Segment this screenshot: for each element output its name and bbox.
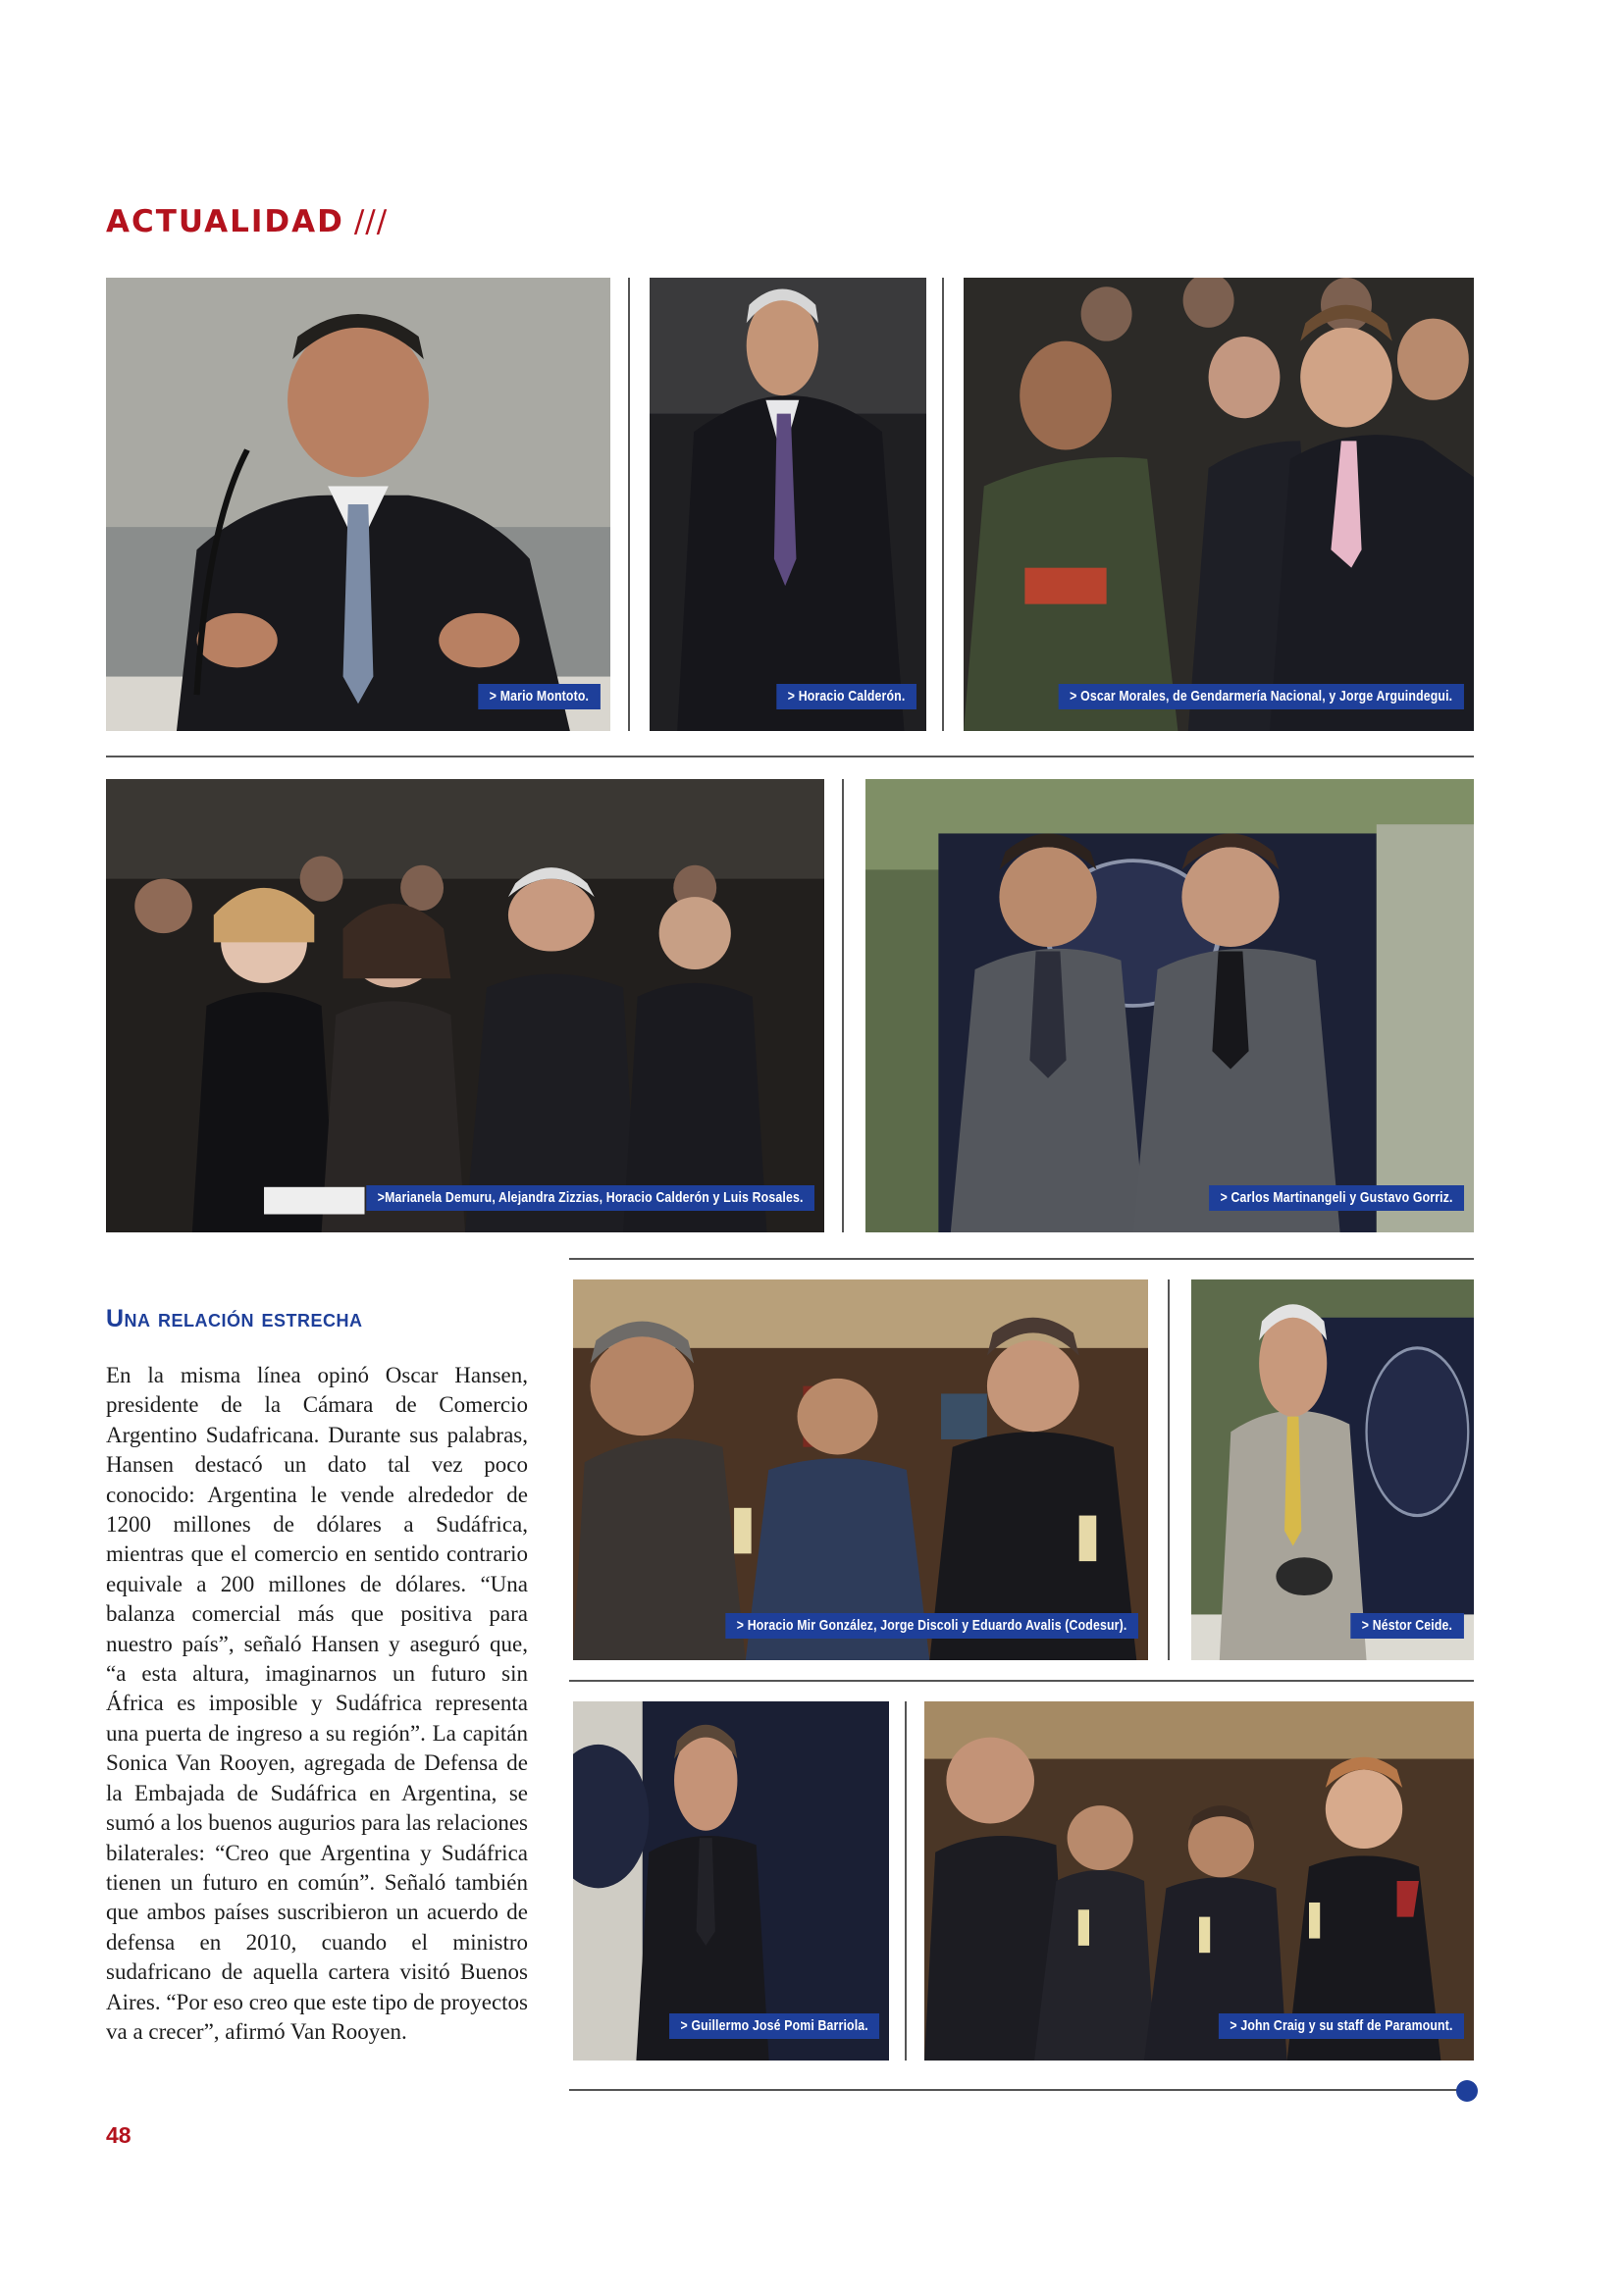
section-title: ACTUALIDAD [106,204,344,239]
photo-image [924,1701,1474,2061]
photo-marianela-demuru [106,779,824,1232]
photo-guillermo-pomi-barriola [573,1701,889,2061]
article-body: En la misma línea opinó Oscar Hansen, presidente de la Cámara de Comercio Argentino Sudafricana. Durante sus palabras, Hansen destacó un dato tal vez poco conocido: Argentina le vende alrededor de 1200 millones de dólares a Sudáfrica, mientras que el comercio en sentido contrario equivale a 200 millones de dólares. “Una balanza comercial más que positiva para nuestro país”, señaló Hansen y aseguró que, “a esta altura, imaginarnos un futuro sin África es imposible y Sudáfrica representa una puerta de ingreso a su región”. La capitán Sonica Van Rooyen, agregada de Defensa de la Embajada de Sudáfrica en Argentina, se sumó a los buenos augurios para las relaciones bilaterales: “Creo que Argentina y Sudáfrica tienen un futuro en común”. Señaló también que ambos países suscribieron un acuerdo de defensa en 2010, cuando el ministro sudafricano de aquella cartera visitó Buenos Aires. “Por eso creo que este tipo de proyectos va a crecer”, afirmó Van Rooyen. [106,1363,528,2044]
photo-image [106,779,824,1232]
photo-image [1191,1279,1474,1660]
row-divider [569,1680,1474,1682]
photo-image [964,278,1474,731]
photo-nestor-ceide [1191,1279,1474,1660]
row-divider [569,2089,1458,2091]
photo-image [106,278,610,731]
photo-image [573,1279,1148,1660]
photo-caption: > Guillermo José Pomi Barriola. [669,2013,879,2039]
section-slashes: /// [353,204,389,239]
photo-caption: > Carlos Martinangeli y Gustavo Gorriz. [1209,1185,1464,1211]
column-divider [905,1701,907,2061]
photo-caption: >Marianela Demuru, Alejandra Zizzias, Horacio Calderón y Luis Rosales. [366,1185,814,1211]
row-divider [106,756,1474,757]
section-header [106,204,388,239]
photo-carlos-martinangeli [865,779,1474,1232]
column-divider [842,779,844,1232]
end-of-article-dot [1456,2080,1478,2102]
row-divider [569,1258,1474,1260]
photo-caption: > Horacio Calderón. [776,684,916,709]
photo-oscar-morales [964,278,1474,731]
photo-horacio-calderon [650,278,926,731]
photo-caption: > Néstor Ceide. [1351,1613,1464,1639]
photo-image [573,1701,889,2061]
page-number: 48 [106,2122,131,2148]
column-divider [942,278,944,731]
photo-mario-montoto [106,278,610,731]
photo-caption: > Horacio Mir González, Jorge Discoli y Eduardo Avalis (Codesur). [725,1613,1138,1639]
photo-caption: > Oscar Morales, de Gendarmería Nacional, y Jorge Arguindegui. [1059,684,1464,709]
column-divider [1168,1279,1170,1660]
article-subhead: Una relación estrecha [106,1305,363,1332]
photo-caption: > Mario Montoto. [479,684,601,709]
photo-image [650,278,926,731]
photo-image [865,779,1474,1232]
column-divider [628,278,630,731]
photo-horacio-mir-gonzalez [573,1279,1148,1660]
photo-john-craig [924,1701,1474,2061]
photo-caption: > John Craig y su staff de Paramount. [1219,2013,1464,2039]
